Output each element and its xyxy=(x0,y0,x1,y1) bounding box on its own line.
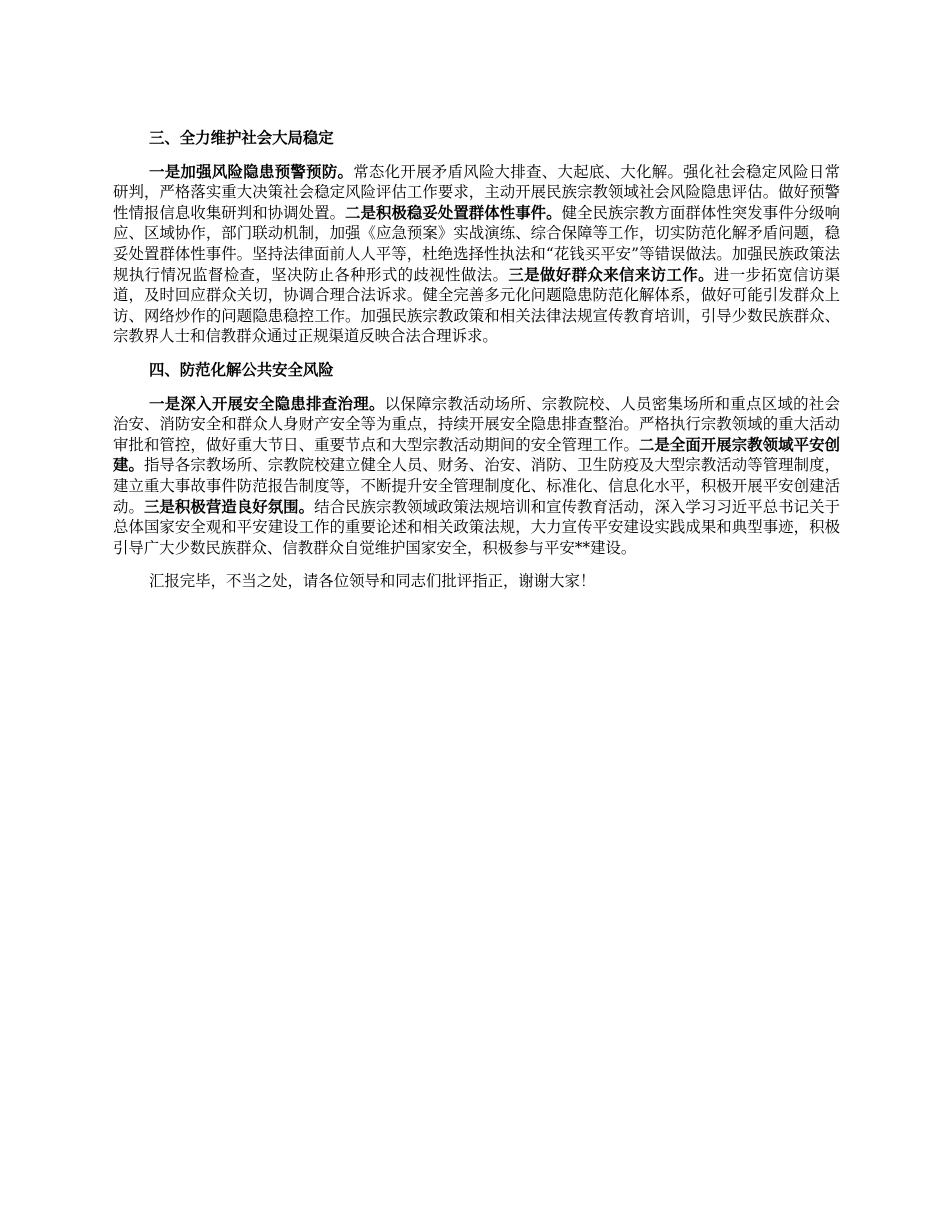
point-3-title: 三是做好群众来信来访工作。 xyxy=(508,265,714,284)
point-2-text: 指导各宗教场所、宗教院校建立健全人员、财务、治安、消防、卫生防疫及大型宗教活动等管理制度，建立重大事故事件防范报告制度等，不断提升安全管理制度化、标准化、信息化水平，积极开展平安创建活动。 xyxy=(113,456,840,516)
point-3-text: 结合民族宗教领域政策法规培训和宣传教育活动，深入学习习近平总书记关于总体国家安全观和平安建设工作的重要论述和相关政策法规，大力宣传平安建设实践成果和典型事迹，积极引导广大少数民族群众、信教群众自觉维护国家安全，积极参与平安**建设。 xyxy=(113,497,840,557)
point-2-title: 二是积极稳妥处置群体性事件。 xyxy=(345,203,562,222)
document-page xyxy=(113,128,840,605)
point-1-title: 一是深入开展安全隐患排查治理。 xyxy=(149,394,385,413)
point-2-title: 二是全面开展宗教领域平安创建。 xyxy=(113,435,840,475)
point-1-title: 一是加强风险隐患预警预防。 xyxy=(149,162,354,181)
section-3-paragraph xyxy=(113,162,840,347)
point-1-text: 常态化开展矛盾风险大排查、大起底、大化解。强化社会稳定风险日常研判，严格落实重大决策社会稳定风险评估工作要求，主动开展民族宗教领域社会风险隐患评估。做好预警性情报信息收集研判和协调处置。 xyxy=(113,162,840,222)
section-heading-4: 四、防范化解公共安全风险 xyxy=(149,360,334,379)
point-3-text: 进一步拓宽信访渠道，及时回应群众关切，协调合理合法诉求。健全完善多元化问题隐患防范化解体系，做好可能引发群众上访、网络炒作的问题隐患稳控工作。加强民族宗教政策和相关法律法规宣传教育培训，引导少数民族群众、宗教界人士和信教群众通过正规渠道反映合法合理诉求。 xyxy=(113,265,840,346)
point-3-title: 三是积极营造良好氛围。 xyxy=(143,497,315,516)
closing-paragraph: 汇报完毕，不当之处，请各位领导和同志们批评指正，谢谢大家！ xyxy=(149,572,596,591)
point-2-text: 健全民族宗教方面群体性突发事件分级响应、区域协作，部门联动机制，加强《应急预案》实战演练、综合保障等工作，切实防范化解矛盾问题，稳妥处置群体性事件。坚持法律面前人人平等，杜绝选择性执法和“花钱买平安”等错误做法。加强民族政策法规执行情况监督检查，坚决防止各种形式的歧视性做法。 xyxy=(113,203,840,284)
section-4-paragraph xyxy=(113,394,840,559)
section-heading-3: 三、全力维护社会大局稳定 xyxy=(149,129,334,147)
point-1-text: 以保障宗教活动场所、宗教院校、人员密集场所和重点区域的社会治安、消防安全和群众人身财产安全等为重点，持续开展安全隐患排查整治。严格执行宗教领域的重大活动审批和管控，做好重大节日、重要节点和大型宗教活动期间的安全管理工作。 xyxy=(113,394,840,454)
